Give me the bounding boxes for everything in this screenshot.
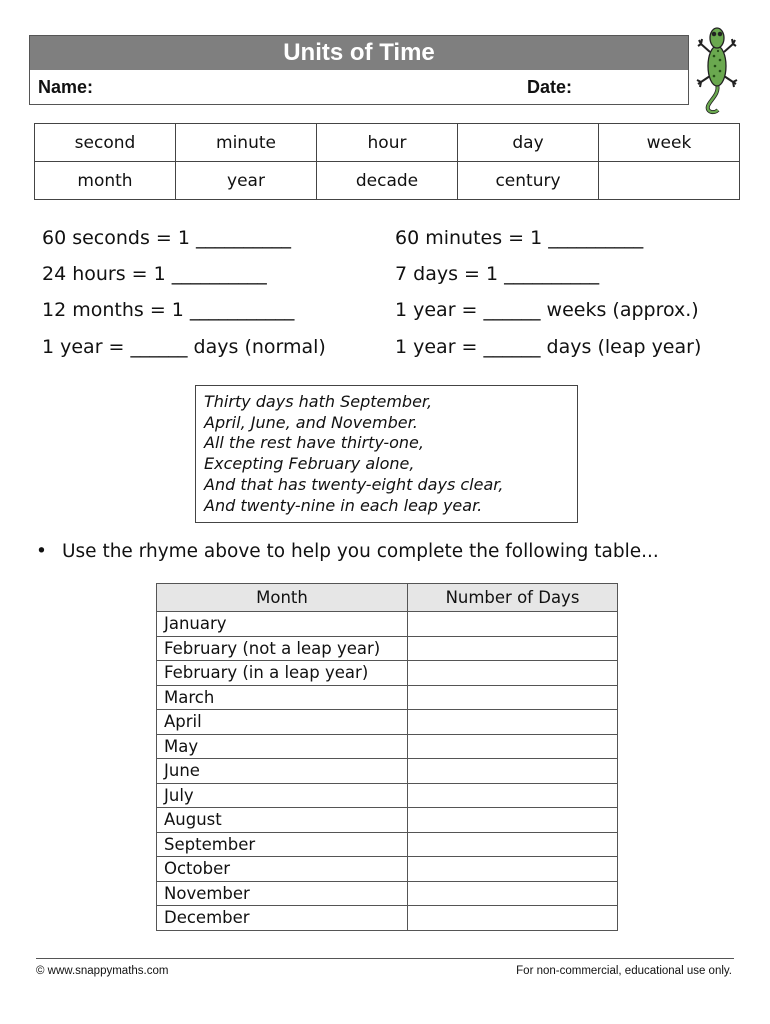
days-answer-cell[interactable] [408, 636, 618, 661]
days-answer-cell[interactable] [408, 881, 618, 906]
bullet-icon: • [36, 541, 47, 562]
conversion-question: 1 year = ______ weeks (approx.) [395, 299, 699, 321]
table-row [157, 759, 618, 784]
units-row [35, 162, 740, 200]
table-row [157, 783, 618, 808]
unit-cell: century [458, 162, 599, 200]
footer-usage-note: For non-commercial, educational use only. [516, 965, 732, 977]
conversion-question: 12 months = 1 ___________ [42, 299, 295, 321]
table-row [157, 808, 618, 833]
unit-cell: hour [317, 124, 458, 162]
footer-divider [36, 958, 734, 959]
unit-cell: minute [176, 124, 317, 162]
footer-copyright: © www.snappymaths.com [36, 965, 169, 977]
months-table [156, 583, 618, 931]
table-row [157, 710, 618, 735]
days-answer-cell[interactable] [408, 857, 618, 882]
rhyme-line: April, June, and November. [204, 412, 418, 432]
name-label: Name: [38, 77, 94, 97]
table-row [157, 857, 618, 882]
month-cell: February (not a leap year) [157, 636, 408, 661]
conversion-question: 1 year = ______ days (leap year) [395, 336, 702, 358]
month-cell: March [157, 685, 408, 710]
name-date-row [30, 70, 688, 104]
table-row [157, 612, 618, 637]
column-header-days: Number of Days [408, 584, 618, 612]
month-cell: November [157, 881, 408, 906]
days-answer-cell[interactable] [408, 808, 618, 833]
month-cell: June [157, 759, 408, 784]
days-answer-cell[interactable] [408, 759, 618, 784]
rhyme-line: All the rest have thirty-one, [204, 433, 424, 453]
conversion-question: 1 year = ______ days (normal) [42, 336, 326, 358]
month-cell: May [157, 734, 408, 759]
date-label: Date: [527, 77, 573, 97]
days-answer-cell[interactable] [408, 612, 618, 637]
table-header-row [157, 584, 618, 612]
table-row [157, 661, 618, 686]
units-row [35, 124, 740, 162]
rhyme-line: Thirty days hath September, [204, 392, 433, 411]
conversion-question: 60 seconds = 1 __________ [42, 227, 292, 249]
page-title: Units of Time [30, 36, 688, 70]
conversion-question: 24 hours = 1 __________ [42, 263, 267, 285]
month-cell: August [157, 808, 408, 833]
days-answer-cell[interactable] [408, 685, 618, 710]
month-cell: February (in a leap year) [157, 661, 408, 686]
days-answer-cell[interactable] [408, 710, 618, 735]
unit-cell: week [599, 124, 740, 162]
units-word-bank [34, 123, 740, 200]
table-row [157, 685, 618, 710]
days-answer-cell[interactable] [408, 783, 618, 808]
unit-cell: decade [317, 162, 458, 200]
unit-cell: year [176, 162, 317, 200]
table-row [157, 906, 618, 931]
month-cell: October [157, 857, 408, 882]
conversion-question: 7 days = 1 __________ [395, 263, 600, 285]
month-cell: July [157, 783, 408, 808]
month-cell: January [157, 612, 408, 637]
table-row [157, 832, 618, 857]
days-answer-cell[interactable] [408, 906, 618, 931]
month-cell: April [157, 710, 408, 735]
days-answer-cell[interactable] [408, 734, 618, 759]
rhyme-line: And twenty-nine in each leap year. [204, 495, 483, 515]
month-cell: December [157, 906, 408, 931]
unit-cell [599, 162, 740, 200]
instruction [36, 541, 659, 562]
rhyme-box [195, 385, 578, 523]
column-header-month: Month [157, 584, 408, 612]
month-cell: September [157, 832, 408, 857]
days-answer-cell[interactable] [408, 661, 618, 686]
unit-cell: day [458, 124, 599, 162]
table-row [157, 636, 618, 661]
days-answer-cell[interactable] [408, 832, 618, 857]
rhyme-line: Excepting February alone, [204, 454, 415, 474]
table-row [157, 881, 618, 906]
table-row [157, 734, 618, 759]
worksheet-header [29, 35, 689, 105]
unit-cell: second [35, 124, 176, 162]
rhyme-line: And that has twenty-eight days clear, [204, 474, 504, 494]
gecko-icon [696, 22, 738, 116]
conversion-question: 60 minutes = 1 __________ [395, 227, 644, 249]
unit-cell: month [35, 162, 176, 200]
instruction-text: Use the rhyme above to help you complete the following table... [62, 541, 659, 562]
